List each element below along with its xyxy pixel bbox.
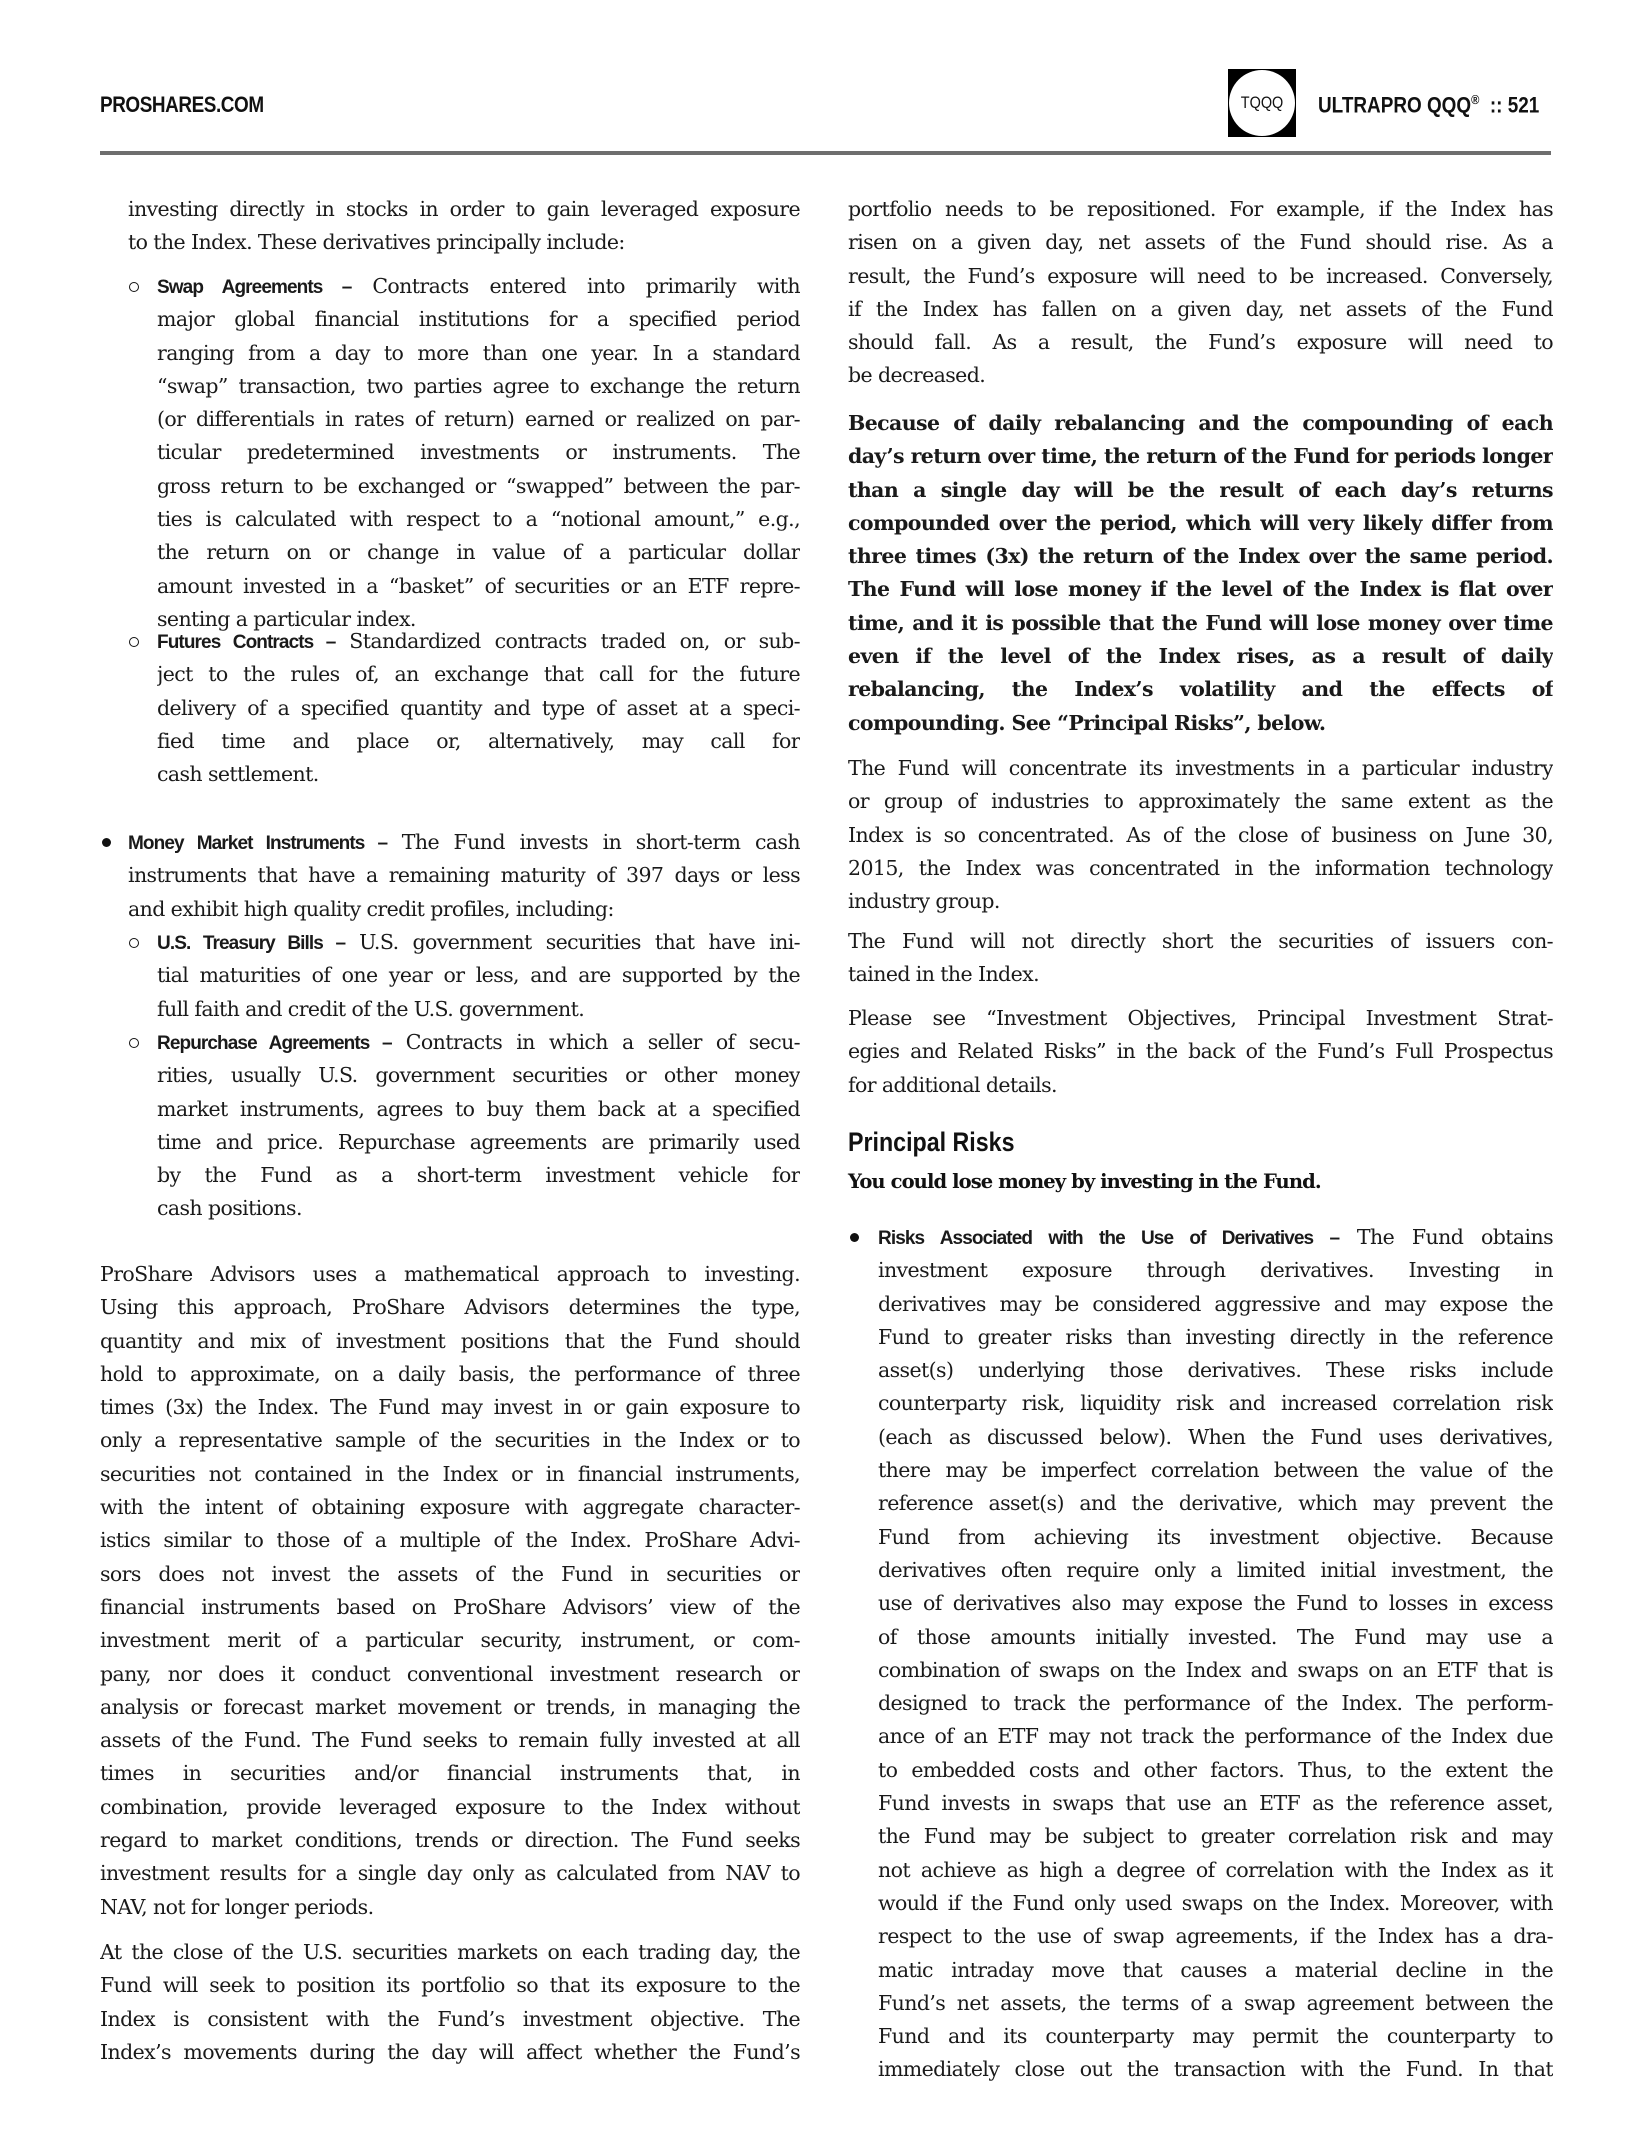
text-line: Fund’s net assets, the terms of a swap agreement between the [878, 1990, 1553, 2015]
text-line: investment merit of a particular security, instrument, or com- [100, 1628, 800, 1653]
repurchase-agreements-item [157, 1026, 800, 1226]
text-line: cash positions. [157, 1196, 302, 1221]
item-text: Contracts in which a seller of secu- [405, 1030, 800, 1054]
text-line: Because of daily rebalancing and the compounding of each [848, 411, 1553, 435]
text-line: Fund invests in swaps that use an ETF as the reference asset, [878, 1791, 1553, 1816]
ticker-label: TQQQ [1240, 93, 1284, 112]
hollow-bullet-icon [129, 637, 139, 647]
text-line: time and price. Repurchase agreements are primarily used [157, 1129, 800, 1154]
text-line: NAV, not for longer periods. [100, 1894, 374, 1919]
text-line: combination of swaps on the Index and swaps on an ETF that is [878, 1657, 1553, 1682]
text-line: quantity and mix of investment positions that the Fund should [100, 1328, 800, 1353]
concentration-paragraph [848, 752, 1553, 918]
text-line: investing directly in stocks in order to gain leveraged exposure [128, 197, 800, 221]
text-line: than a single day will be the result of each day’s returns [848, 477, 1553, 502]
item-label: U.S. Treasury Bills – [157, 933, 346, 954]
reposition-paragraph [848, 193, 1553, 393]
text-line: for additional details. [848, 1072, 1057, 1097]
text-line: rebalancing, the Index’s volatility and the effects of [848, 677, 1553, 702]
text-line: ties is calculated with respect to a “notional amount,” e.g., [157, 507, 800, 532]
text-line: hold to approximate, on a daily basis, the performance of three [100, 1361, 800, 1386]
text-line: analysis or forecast market movement or trends, in managing the [100, 1694, 800, 1719]
money-market-item [128, 826, 800, 926]
text-line: tained in the Index. [848, 962, 1039, 987]
text-line: result, the Fund’s exposure will need to be increased. Conversely, [848, 263, 1553, 288]
item-text: Standardized contracts traded on, or sub- [349, 629, 800, 653]
text-line: risen on a given day, net assets of the Fund should rise. As a [848, 230, 1553, 255]
item-text: Contracts entered into primarily with [372, 274, 800, 298]
text-line: the return on or change in value of a particular dollar [157, 540, 800, 565]
text-line: ject to the rules of, an exchange that call for the future [157, 662, 800, 687]
intro-paragraph [128, 193, 800, 260]
text-line: securities not contained in the Index or in financial instruments, [100, 1461, 800, 1486]
text-line: and exhibit high quality credit profiles, including: [128, 896, 614, 921]
text-line: times (3x) the Index. The Fund may invest in or gain exposure to [100, 1395, 800, 1420]
item-label: Futures Contracts – [157, 632, 336, 653]
text-line: instruments that have a remaining maturity of 397 days or less [128, 863, 800, 888]
text-line [157, 270, 800, 303]
text-line: respect to the use of swap agreements, if the Index has a dra- [878, 1924, 1553, 1949]
text-line: day’s return over time, the return of the Fund for periods longer [848, 444, 1553, 469]
text-line: senting a particular index. [157, 606, 416, 631]
text-line: Index’s movements during the day will affect whether the Fund’s [100, 2039, 800, 2064]
text-line: with the intent of obtaining exposure with aggregate character- [100, 1495, 800, 1520]
text-line: combination, provide leveraged exposure to the Index without [100, 1794, 800, 1819]
item-text: The Fund invests in short-term cash [401, 830, 800, 854]
treasury-bills-item [157, 926, 800, 1026]
bullet-icon [850, 1233, 859, 1242]
item-text: U.S. government securities that have ini- [359, 930, 800, 954]
bullet-icon [102, 838, 111, 847]
text-line: investment exposure through derivatives. Investing in [878, 1258, 1553, 1283]
text-line: pany, nor does it conduct conventional investment research or [100, 1661, 800, 1686]
text-line: market instruments, agrees to buy them back at a specified [157, 1096, 800, 1121]
text-line: be decreased. [848, 363, 986, 388]
text-line [878, 1221, 1553, 1254]
text-line: would if the Fund only used swaps on the Index. Moreover, with [878, 1890, 1553, 1915]
text-line: to the Index. These derivatives principally include: [128, 230, 625, 255]
text-line: designed to track the performance of the Index. The perform- [878, 1691, 1553, 1716]
text-line: even if the level of the Index rises, as a result of daily [848, 644, 1553, 669]
swap-agreements-item [157, 270, 800, 636]
text-line: istics similar to those of a multiple of the Index. ProShare Advi- [100, 1528, 800, 1553]
text-line: reference asset(s) and the derivative, which may prevent the [878, 1491, 1553, 1516]
text-line: use of derivatives also may expose the Fund to losses in excess [878, 1591, 1553, 1616]
text-line [128, 826, 800, 859]
ticker-badge-icon [1228, 69, 1296, 137]
hollow-bullet-icon [129, 938, 139, 948]
text-line: full faith and credit of the U.S. government. [157, 996, 585, 1021]
text-line: the Fund may be subject to greater correlation risk and may [878, 1824, 1553, 1849]
text-line: time, and it is possible that the Fund will lose money over time [848, 610, 1553, 635]
text-line: ticular predetermined investments or instruments. The [157, 440, 800, 465]
registered-mark: ® [1471, 92, 1480, 107]
text-line: The Fund will lose money if the level of the Index is flat over [848, 577, 1553, 602]
text-line [157, 926, 800, 959]
text-line: immediately close out the transaction with the Fund. In that [878, 2057, 1553, 2082]
text-line: of those amounts initially invested. The Fund may use a [878, 1624, 1553, 1649]
text-line: compounded over the period, which will very likely differ from [848, 510, 1553, 535]
text-line: there may be imperfect correlation between the value of the [878, 1458, 1553, 1483]
text-line: amount invested in a “basket” of securities or an ETF repre- [157, 573, 800, 598]
text-line: fied time and place or, alternatively, may call for [157, 728, 800, 753]
section-heading-principal-risks: Principal Risks [848, 1127, 1015, 1157]
text-line: ranging from a day to more than one year. In a standard [157, 340, 800, 365]
text-line: assets of the Fund. The Fund seeks to remain fully invested at all [100, 1728, 800, 1753]
text-line: Fund from achieving its investment objective. Because [878, 1524, 1553, 1549]
text-line: or group of industries to approximately the same extent as the [848, 789, 1553, 814]
text-line: Fund to greater risks than investing directly in the reference [878, 1324, 1553, 1349]
text-line: tial maturities of one year or less, and are supported by the [157, 963, 800, 988]
text-line: (each as discussed below). When the Fund uses derivatives, [878, 1424, 1553, 1449]
item-label: Risks Associated with the Use of Derivatives – [878, 1228, 1340, 1249]
text-line [157, 625, 800, 658]
text-line: derivatives may be considered aggressive and may expose the [878, 1291, 1553, 1316]
text-line: Index is so concentrated. As of the close of business on June 30, [848, 822, 1553, 847]
header-divider [100, 151, 1551, 155]
text-line: not achieve as high a degree of correlation with the Index as it [878, 1857, 1553, 1882]
text-line: investment results for a single day only as calculated from NAV to [100, 1861, 800, 1886]
text-line: sors does not invest the assets of the Fund in securities or [100, 1561, 800, 1586]
text-line: financial instruments based on ProShare Advisors’ view of the [100, 1594, 800, 1619]
no-short-paragraph [848, 925, 1553, 992]
text-line: times in securities and/or financial instruments that, in [100, 1761, 800, 1786]
fund-name: ULTRAPRO QQQ [1318, 92, 1472, 118]
text-line: 2015, the Index was concentrated in the information technology [848, 855, 1553, 880]
text-line: industry group. [848, 889, 1000, 914]
item-label: Money Market Instruments – [128, 833, 388, 854]
text-line: “swap” transaction, two parties agree to exchange the return [157, 373, 800, 398]
header-separator: :: [1489, 92, 1503, 118]
market-close-paragraph [100, 1936, 800, 2069]
text-line: At the close of the U.S. securities markets on each trading day, the [100, 1940, 800, 1964]
text-line: ProShare Advisors uses a mathematical approach to investing. [100, 1262, 800, 1286]
proshare-approach-paragraph [100, 1258, 800, 1924]
text-line: to embedded costs and other factors. Thus, to the extent the [878, 1757, 1553, 1782]
futures-contracts-item [157, 625, 800, 791]
compounding-warning-paragraph [848, 407, 1553, 740]
text-line: should fall. As a result, the Fund’s exposure will need to [848, 330, 1553, 355]
text-line: Please see “Investment Objectives, Principal Investment Strat- [848, 1006, 1553, 1030]
text-line: compounding. See “Principal Risks”, below. [848, 710, 1326, 735]
text-line: Index is consistent with the Fund’s investment objective. The [100, 2006, 800, 2031]
item-text: The Fund obtains [1356, 1225, 1553, 1249]
text-line: only a representative sample of the securities in the Index or to [100, 1428, 800, 1453]
text-line: regard to market conditions, trends or direction. The Fund seeks [100, 1828, 800, 1853]
item-label: Swap Agreements – [157, 277, 352, 298]
text-line: (or differentials in rates of return) earned or realized on par- [157, 407, 800, 432]
text-line: delivery of a specified quantity and type of asset at a speci- [157, 695, 800, 720]
text-line: matic intraday move that causes a material decline in the [878, 1957, 1553, 1982]
text-line: counterparty risk, liquidity risk and increased correlation risk [878, 1391, 1553, 1416]
text-line: Fund will seek to position its portfolio so that its exposure to the [100, 1973, 800, 1998]
hollow-bullet-icon [129, 1038, 139, 1048]
text-line: major global financial institutions for a specified period [157, 307, 800, 332]
text-line: asset(s) underlying those derivatives. These risks include [878, 1358, 1553, 1383]
text-line: The Fund will not directly short the securities of issuers con- [848, 929, 1553, 953]
text-line: The Fund will concentrate its investments in a particular industry [848, 756, 1553, 780]
hollow-bullet-icon [129, 282, 139, 292]
text-line [157, 1026, 800, 1059]
see-prospectus-paragraph [848, 1002, 1553, 1102]
text-line: if the Index has fallen on a given day, net assets of the Fund [848, 296, 1553, 321]
text-line: ance of an ETF may not track the performance of the Index due [878, 1724, 1553, 1749]
risk-warning-subheading: You could lose money by investing in the Fund. [848, 1170, 1321, 1193]
text-line: gross return to be exchanged or “swapped” between the par- [157, 473, 800, 498]
derivatives-risk-item [878, 1221, 1553, 2087]
text-line: Fund and its counterparty may permit the counterparty to [878, 2024, 1553, 2049]
text-line: Using this approach, ProShare Advisors determines the type, [100, 1295, 800, 1320]
site-name: PROSHARES.COM [100, 92, 264, 117]
text-line: portfolio needs to be repositioned. For example, if the Index has [848, 197, 1553, 221]
text-line: derivatives often require only a limited initial investment, the [878, 1557, 1553, 1582]
text-line: by the Fund as a short-term investment vehicle for [157, 1163, 800, 1188]
text-line: three times (3x) the return of the Index over the same period. [848, 544, 1553, 569]
page-number: 521 [1507, 92, 1540, 118]
item-label: Repurchase Agreements – [157, 1033, 392, 1054]
text-line: rities, usually U.S. government securities or other money [157, 1063, 800, 1088]
text-line: egies and Related Risks” in the back of the Fund’s Full Prospectus [848, 1039, 1553, 1064]
text-line: cash settlement. [157, 762, 319, 787]
page-header-title [1318, 92, 1539, 118]
